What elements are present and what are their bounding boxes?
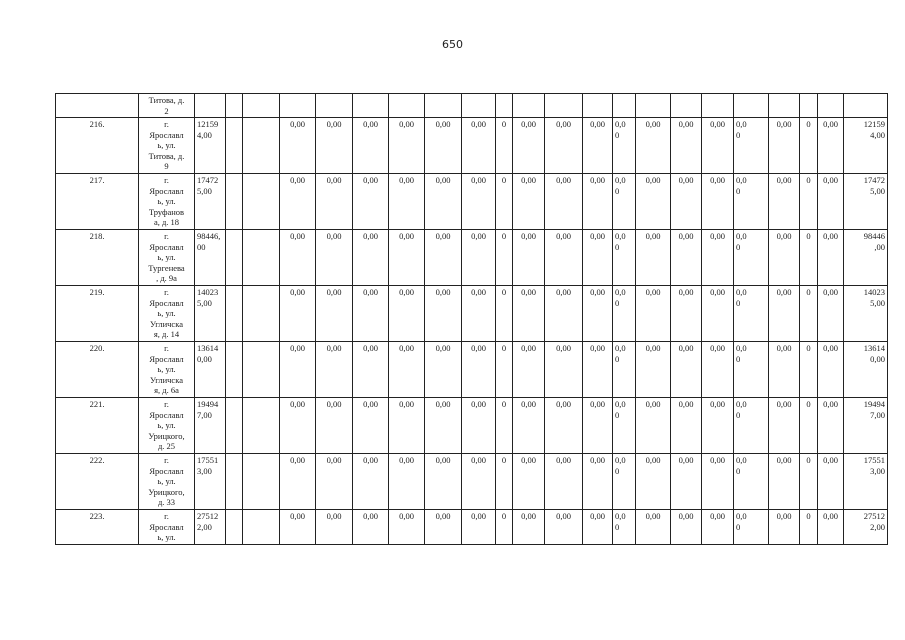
- value-cell: 0,00: [545, 286, 583, 342]
- value-cell: 0,00: [702, 230, 734, 286]
- value-cell: [513, 94, 545, 118]
- value-cell: 0,00: [280, 342, 316, 398]
- table-row: [56, 398, 888, 454]
- empty-cell: [226, 118, 243, 174]
- final-cost-cell: 14023 5,00: [844, 286, 888, 342]
- value-cell: 0,00: [462, 454, 496, 510]
- empty-cell: [226, 174, 243, 230]
- address-cell: Титова, д. 2: [139, 94, 195, 118]
- value-cell: 0,00: [280, 230, 316, 286]
- value-cell: 0: [496, 398, 513, 454]
- value-cell: 0,0 0: [613, 510, 636, 545]
- value-cell: 0,00: [545, 510, 583, 545]
- value-cell: 0,00: [671, 398, 702, 454]
- value-cell: [243, 118, 280, 174]
- value-cell: [280, 94, 316, 118]
- table-row: [56, 174, 888, 230]
- value-cell: 0,00: [769, 398, 800, 454]
- value-cell: 0: [496, 510, 513, 545]
- value-cell: 0,00: [462, 510, 496, 545]
- total-cost-cell: 14023 5,00: [195, 286, 226, 342]
- row-number-cell: [56, 94, 139, 118]
- value-cell: 0,0 0: [734, 286, 769, 342]
- total-cost-cell: 19494 7,00: [195, 398, 226, 454]
- value-cell: 0,00: [425, 510, 462, 545]
- row-number-cell: 220.: [56, 342, 139, 398]
- value-cell: 0,00: [425, 174, 462, 230]
- value-cell: 0,00: [462, 342, 496, 398]
- value-cell: 0,00: [583, 230, 613, 286]
- value-cell: 0,00: [583, 174, 613, 230]
- value-cell: 0,00: [769, 286, 800, 342]
- table-row: [56, 454, 888, 510]
- value-cell: 0,00: [462, 174, 496, 230]
- value-cell: 0,00: [513, 398, 545, 454]
- empty-cell: [226, 230, 243, 286]
- value-cell: 0,00: [636, 398, 671, 454]
- value-cell: 0: [800, 174, 818, 230]
- value-cell: 0: [800, 454, 818, 510]
- value-cell: 0,00: [671, 342, 702, 398]
- value-cell: 0,00: [316, 286, 353, 342]
- value-cell: [545, 94, 583, 118]
- value-cell: 0,0 0: [734, 174, 769, 230]
- row-number-cell: 221.: [56, 398, 139, 454]
- value-cell: [243, 342, 280, 398]
- value-cell: 0,00: [353, 286, 389, 342]
- value-cell: [613, 94, 636, 118]
- value-cell: 0,00: [769, 454, 800, 510]
- total-cost-cell: 27512 2,00: [195, 510, 226, 545]
- table-row: [56, 94, 888, 118]
- value-cell: 0,00: [280, 174, 316, 230]
- value-cell: 0,0 0: [613, 454, 636, 510]
- total-cost-cell: 13614 0,00: [195, 342, 226, 398]
- empty-cell: [226, 342, 243, 398]
- value-cell: 0,00: [702, 286, 734, 342]
- value-cell: 0,00: [583, 342, 613, 398]
- value-cell: 0,00: [316, 230, 353, 286]
- value-cell: 0,00: [636, 174, 671, 230]
- value-cell: [243, 510, 280, 545]
- value-cell: 0,00: [389, 398, 425, 454]
- value-cell: 0,00: [702, 510, 734, 545]
- value-cell: 0,00: [636, 454, 671, 510]
- row-number-cell: 222.: [56, 454, 139, 510]
- value-cell: [462, 94, 496, 118]
- value-cell: 0,00: [818, 286, 844, 342]
- final-cost-cell: 98446 ,00: [844, 230, 888, 286]
- value-cell: 0,00: [389, 286, 425, 342]
- value-cell: [818, 94, 844, 118]
- value-cell: 0,00: [636, 286, 671, 342]
- value-cell: 0,00: [280, 510, 316, 545]
- value-cell: [800, 94, 818, 118]
- value-cell: [195, 94, 226, 118]
- value-cell: 0,00: [702, 174, 734, 230]
- value-cell: 0: [496, 342, 513, 398]
- value-cell: 0,00: [389, 174, 425, 230]
- table-row: [56, 342, 888, 398]
- value-cell: [734, 94, 769, 118]
- value-cell: 0,00: [671, 230, 702, 286]
- value-cell: 0,00: [818, 454, 844, 510]
- value-cell: 0,0 0: [734, 118, 769, 174]
- value-cell: [389, 94, 425, 118]
- value-cell: 0,00: [513, 118, 545, 174]
- value-cell: [671, 94, 702, 118]
- value-cell: 0,00: [389, 454, 425, 510]
- value-cell: 0,00: [769, 230, 800, 286]
- value-cell: 0,00: [462, 286, 496, 342]
- value-cell: 0,00: [636, 510, 671, 545]
- value-cell: 0: [800, 118, 818, 174]
- total-cost-cell: 12159 4,00: [195, 118, 226, 174]
- value-cell: 0,00: [462, 118, 496, 174]
- value-cell: 0: [496, 286, 513, 342]
- value-cell: [353, 94, 389, 118]
- value-cell: 0,00: [353, 230, 389, 286]
- value-cell: [496, 94, 513, 118]
- value-cell: 0,00: [316, 174, 353, 230]
- address-cell: г. Ярославл ь, ул. Тургенева , д. 9а: [139, 230, 195, 286]
- value-cell: 0,00: [702, 398, 734, 454]
- value-cell: 0,00: [702, 454, 734, 510]
- value-cell: 0,0 0: [734, 230, 769, 286]
- row-number-cell: 219.: [56, 286, 139, 342]
- value-cell: 0,00: [545, 342, 583, 398]
- value-cell: 0,00: [636, 118, 671, 174]
- value-cell: 0,00: [545, 118, 583, 174]
- value-cell: 0,00: [513, 510, 545, 545]
- table-row: [56, 230, 888, 286]
- data-table: [55, 93, 888, 545]
- value-cell: 0,00: [818, 342, 844, 398]
- value-cell: [702, 94, 734, 118]
- value-cell: 0,0 0: [613, 174, 636, 230]
- value-cell: 0,00: [316, 510, 353, 545]
- value-cell: 0: [496, 230, 513, 286]
- final-cost-cell: 19494 7,00: [844, 398, 888, 454]
- total-cost-cell: 17472 5,00: [195, 174, 226, 230]
- empty-cell: [226, 286, 243, 342]
- value-cell: 0,00: [513, 230, 545, 286]
- final-cost-cell: 12159 4,00: [844, 118, 888, 174]
- value-cell: 0,0 0: [734, 510, 769, 545]
- page-number: 650: [442, 38, 463, 51]
- value-cell: 0,0 0: [613, 342, 636, 398]
- value-cell: 0: [496, 174, 513, 230]
- final-cost-cell: 17551 3,00: [844, 454, 888, 510]
- value-cell: 0,00: [513, 342, 545, 398]
- value-cell: 0,00: [316, 342, 353, 398]
- value-cell: 0,00: [671, 510, 702, 545]
- value-cell: 0,00: [353, 174, 389, 230]
- final-cost-cell: 27512 2,00: [844, 510, 888, 545]
- value-cell: 0,00: [425, 454, 462, 510]
- value-cell: 0,00: [425, 230, 462, 286]
- value-cell: 0: [800, 286, 818, 342]
- value-cell: 0,00: [353, 454, 389, 510]
- value-cell: 0,00: [818, 510, 844, 545]
- value-cell: [243, 94, 280, 118]
- value-cell: 0: [496, 454, 513, 510]
- value-cell: 0,00: [389, 510, 425, 545]
- value-cell: 0,00: [769, 174, 800, 230]
- value-cell: 0,00: [425, 286, 462, 342]
- value-cell: 0,00: [316, 398, 353, 454]
- table-row: [56, 510, 888, 545]
- value-cell: 0,00: [425, 342, 462, 398]
- value-cell: 0,00: [353, 510, 389, 545]
- value-cell: 0,00: [671, 174, 702, 230]
- value-cell: 0,00: [389, 230, 425, 286]
- value-cell: 0,00: [545, 454, 583, 510]
- value-cell: 0,00: [818, 398, 844, 454]
- value-cell: 0,00: [769, 118, 800, 174]
- value-cell: 0,00: [702, 118, 734, 174]
- value-cell: 0,00: [636, 342, 671, 398]
- value-cell: 0,00: [280, 454, 316, 510]
- address-cell: г. Ярославл ь, ул. Угличска я, д. 6а: [139, 342, 195, 398]
- value-cell: 0: [800, 342, 818, 398]
- value-cell: 0,00: [636, 230, 671, 286]
- value-cell: 0,00: [818, 230, 844, 286]
- value-cell: 0,00: [583, 118, 613, 174]
- value-cell: 0,00: [353, 398, 389, 454]
- value-cell: [243, 174, 280, 230]
- value-cell: 0,0 0: [613, 398, 636, 454]
- total-cost-cell: 17551 3,00: [195, 454, 226, 510]
- value-cell: 0,0 0: [613, 230, 636, 286]
- value-cell: 0,00: [462, 230, 496, 286]
- address-cell: г. Ярославл ь, ул. Титова, д. 9: [139, 118, 195, 174]
- value-cell: 0,00: [280, 398, 316, 454]
- value-cell: 0,00: [818, 174, 844, 230]
- value-cell: 0,00: [583, 286, 613, 342]
- value-cell: 0,0 0: [734, 454, 769, 510]
- address-cell: г. Ярославл ь, ул.: [139, 510, 195, 545]
- value-cell: [226, 94, 243, 118]
- value-cell: 0,00: [425, 398, 462, 454]
- value-cell: 0,00: [583, 454, 613, 510]
- table-row: [56, 286, 888, 342]
- total-cost-cell: 98446, 00: [195, 230, 226, 286]
- value-cell: [243, 454, 280, 510]
- value-cell: 0,0 0: [734, 342, 769, 398]
- value-cell: 0,00: [389, 118, 425, 174]
- value-cell: 0: [800, 510, 818, 545]
- value-cell: [769, 94, 800, 118]
- value-cell: [844, 94, 888, 118]
- value-cell: [636, 94, 671, 118]
- value-cell: [425, 94, 462, 118]
- address-cell: г. Ярославл ь, ул. Угличска я, д. 14: [139, 286, 195, 342]
- value-cell: [243, 286, 280, 342]
- value-cell: 0,00: [389, 342, 425, 398]
- value-cell: 0,00: [462, 398, 496, 454]
- value-cell: 0: [800, 398, 818, 454]
- value-cell: 0,00: [513, 174, 545, 230]
- value-cell: [243, 230, 280, 286]
- value-cell: [583, 94, 613, 118]
- value-cell: 0,00: [513, 286, 545, 342]
- value-cell: 0,00: [671, 454, 702, 510]
- value-cell: 0,00: [818, 118, 844, 174]
- row-number-cell: 216.: [56, 118, 139, 174]
- value-cell: 0,00: [425, 118, 462, 174]
- value-cell: 0,00: [513, 454, 545, 510]
- value-cell: 0,00: [280, 286, 316, 342]
- value-cell: 0,00: [545, 174, 583, 230]
- value-cell: [316, 94, 353, 118]
- value-cell: 0,00: [702, 342, 734, 398]
- value-cell: [243, 398, 280, 454]
- row-number-cell: 217.: [56, 174, 139, 230]
- value-cell: 0,00: [769, 342, 800, 398]
- value-cell: 0,00: [769, 510, 800, 545]
- value-cell: 0,00: [280, 118, 316, 174]
- row-number-cell: 218.: [56, 230, 139, 286]
- row-number-cell: 223.: [56, 510, 139, 545]
- final-cost-cell: 13614 0,00: [844, 342, 888, 398]
- value-cell: 0,00: [583, 510, 613, 545]
- value-cell: 0,00: [316, 454, 353, 510]
- value-cell: 0,00: [316, 118, 353, 174]
- value-cell: 0,00: [545, 230, 583, 286]
- empty-cell: [226, 510, 243, 545]
- address-cell: г. Ярославл ь, ул. Урицкого, д. 25: [139, 398, 195, 454]
- table-row: [56, 118, 888, 174]
- empty-cell: [226, 398, 243, 454]
- value-cell: 0,00: [583, 398, 613, 454]
- value-cell: 0,0 0: [613, 286, 636, 342]
- empty-cell: [226, 454, 243, 510]
- value-cell: 0: [800, 230, 818, 286]
- value-cell: 0,00: [671, 286, 702, 342]
- value-cell: 0,00: [353, 342, 389, 398]
- value-cell: 0,00: [671, 118, 702, 174]
- final-cost-cell: 17472 5,00: [844, 174, 888, 230]
- address-cell: г. Ярославл ь, ул. Труфанов а, д. 18: [139, 174, 195, 230]
- value-cell: 0: [496, 118, 513, 174]
- value-cell: 0,00: [353, 118, 389, 174]
- value-cell: 0,0 0: [734, 398, 769, 454]
- value-cell: 0,00: [545, 398, 583, 454]
- value-cell: 0,0 0: [613, 118, 636, 174]
- address-cell: г. Ярославл ь, ул. Урицкого, д. 33: [139, 454, 195, 510]
